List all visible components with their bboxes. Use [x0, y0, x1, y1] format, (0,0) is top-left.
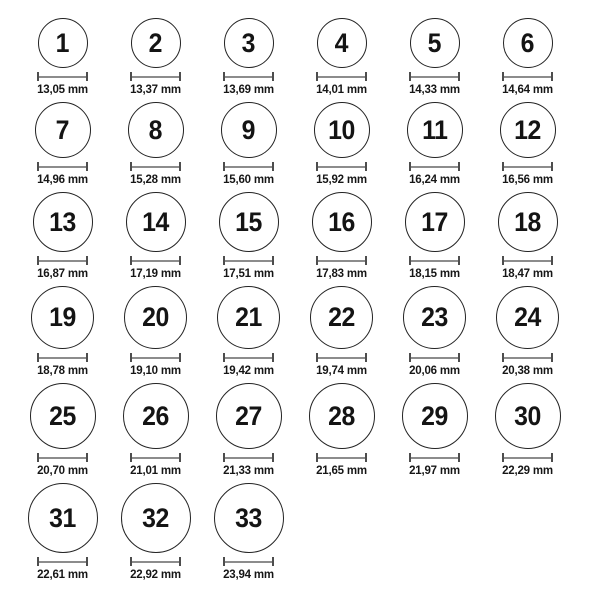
ruler-line [132, 260, 179, 262]
ring-size-cell [388, 18, 481, 97]
ring-size-number: 30 [514, 400, 541, 431]
ring-size-number: 17 [421, 206, 448, 237]
ring-circle-icon [221, 102, 277, 158]
ring-circle-icon [124, 286, 187, 349]
ruler-line [132, 76, 179, 78]
ring-size-number: 16 [328, 206, 355, 237]
diameter-ruler-icon [409, 453, 460, 462]
ruler-line [504, 357, 551, 359]
ring-circle-icon [121, 483, 191, 553]
ruler-line [411, 457, 458, 459]
ring-size-cell [481, 18, 574, 97]
diameter-label: 18,47 mm [502, 268, 553, 280]
ring-circle-icon [403, 286, 466, 349]
ring-size-row [16, 192, 600, 281]
ring-size-number: 19 [49, 302, 76, 332]
ring-size-number: 9 [241, 114, 256, 145]
ruler-line [318, 457, 365, 459]
diameter-label: 19,42 mm [223, 365, 274, 377]
ring-size-cell [109, 286, 202, 378]
ring-circle-icon [407, 102, 463, 158]
ruler-line [411, 166, 458, 168]
ruler-line [318, 357, 365, 359]
diameter-ruler-icon [409, 72, 460, 81]
diameter-label: 14,01 mm [316, 84, 367, 96]
ruler-line [39, 357, 86, 359]
ring-circle-icon [498, 192, 558, 252]
ring-size-cell [109, 383, 202, 478]
ring-circle-icon [410, 18, 460, 68]
ring-circle-icon [28, 483, 98, 553]
diameter-label: 21,33 mm [223, 465, 274, 477]
ring-size-number: 31 [49, 502, 76, 533]
diameter-ruler-icon [130, 353, 181, 362]
ring-size-number: 5 [427, 27, 442, 58]
ring-size-number: 22 [328, 302, 355, 332]
diameter-label: 17,83 mm [316, 268, 367, 280]
ring-size-row [16, 383, 600, 478]
ruler-line [225, 357, 272, 359]
diameter-ruler-icon [223, 453, 274, 462]
ring-size-number: 21 [235, 302, 262, 332]
diameter-ruler-icon [316, 453, 367, 462]
diameter-label: 15,60 mm [223, 174, 274, 186]
diameter-label: 14,33 mm [409, 84, 460, 96]
ruler-line [132, 457, 179, 459]
diameter-ruler-icon [223, 353, 274, 362]
diameter-label: 15,92 mm [316, 174, 367, 186]
ruler-line [225, 166, 272, 168]
diameter-ruler-icon [316, 162, 367, 171]
diameter-ruler-icon [409, 256, 460, 265]
diameter-label: 17,51 mm [223, 268, 274, 280]
ruler-line [225, 76, 272, 78]
ring-size-number: 2 [148, 27, 163, 58]
diameter-ruler-icon [37, 557, 88, 566]
ring-size-row [16, 18, 600, 97]
diameter-label: 21,97 mm [409, 465, 460, 477]
ring-size-number: 20 [142, 302, 169, 332]
ring-circle-icon [214, 483, 284, 553]
ring-size-cell [295, 383, 388, 478]
ring-size-cell [202, 383, 295, 478]
ring-circle-icon [224, 18, 274, 68]
ring-size-number: 13 [49, 206, 76, 237]
diameter-ruler-icon [223, 162, 274, 171]
ring-size-cell [388, 102, 481, 187]
ring-size-number: 12 [514, 114, 541, 145]
diameter-label: 17,19 mm [130, 268, 181, 280]
ruler-line [504, 76, 551, 78]
ring-circle-icon [38, 18, 88, 68]
ring-size-cell [481, 383, 574, 478]
ring-size-cell [481, 286, 574, 378]
ring-circle-icon [35, 102, 91, 158]
diameter-label: 18,15 mm [409, 268, 460, 280]
ring-circle-icon [500, 102, 556, 158]
ring-circle-icon [495, 383, 561, 449]
ring-size-cell [202, 483, 295, 582]
ring-size-cell [295, 192, 388, 281]
ring-size-row [16, 483, 600, 582]
diameter-ruler-icon [502, 453, 553, 462]
diameter-label: 14,96 mm [37, 174, 88, 186]
ruler-line [411, 357, 458, 359]
ring-size-number: 18 [514, 206, 541, 237]
ring-size-number: 23 [421, 302, 448, 332]
ring-circle-icon [310, 286, 373, 349]
ruler-line [39, 561, 86, 563]
ring-size-number: 29 [421, 400, 448, 431]
diameter-label: 20,06 mm [409, 365, 460, 377]
diameter-label: 13,37 mm [130, 84, 181, 96]
ruler-line [225, 561, 272, 563]
ring-circle-icon [496, 286, 559, 349]
ring-size-cell [202, 192, 295, 281]
ring-size-number: 32 [142, 502, 169, 533]
ring-circle-icon [405, 192, 465, 252]
ring-size-cell [202, 18, 295, 97]
ring-size-cell [16, 18, 109, 97]
diameter-ruler-icon [37, 162, 88, 171]
ring-size-cell [202, 102, 295, 187]
diameter-ruler-icon [130, 557, 181, 566]
diameter-label: 20,38 mm [502, 365, 553, 377]
ring-size-cell [388, 192, 481, 281]
ruler-line [132, 357, 179, 359]
ruler-line [225, 260, 272, 262]
diameter-label: 19,74 mm [316, 365, 367, 377]
ring-size-number: 4 [334, 27, 349, 58]
diameter-ruler-icon [223, 256, 274, 265]
diameter-ruler-icon [502, 162, 553, 171]
ring-size-cell [295, 102, 388, 187]
ring-circle-icon [216, 383, 282, 449]
ring-size-number: 3 [241, 27, 256, 58]
ring-size-row [16, 286, 600, 378]
diameter-ruler-icon [502, 256, 553, 265]
ring-size-cell [16, 286, 109, 378]
diameter-ruler-icon [130, 162, 181, 171]
ring-circle-icon [30, 383, 96, 449]
ring-size-cell [109, 483, 202, 582]
ring-size-number: 8 [148, 114, 163, 145]
ruler-line [39, 457, 86, 459]
ring-size-cell [388, 286, 481, 378]
ring-size-cell [481, 102, 574, 187]
ring-size-number: 25 [49, 400, 76, 431]
ring-circle-icon [314, 102, 370, 158]
diameter-label: 22,29 mm [502, 465, 553, 477]
ring-size-number: 15 [235, 206, 262, 237]
diameter-label: 19,10 mm [130, 365, 181, 377]
ring-circle-icon [503, 18, 553, 68]
ruler-line [318, 166, 365, 168]
diameter-ruler-icon [130, 256, 181, 265]
diameter-ruler-icon [37, 353, 88, 362]
ring-size-cell [16, 483, 109, 582]
ring-circle-icon [219, 192, 279, 252]
diameter-label: 16,87 mm [37, 268, 88, 280]
ring-size-cell [388, 383, 481, 478]
ring-size-cell [16, 102, 109, 187]
ring-circle-icon [402, 383, 468, 449]
ring-circle-icon [317, 18, 367, 68]
ring-size-cell [109, 192, 202, 281]
ruler-line [132, 561, 179, 563]
ring-circle-icon [31, 286, 94, 349]
ring-size-cell [109, 18, 202, 97]
diameter-label: 22,61 mm [37, 569, 88, 581]
ring-size-number: 1 [55, 27, 70, 58]
ruler-line [411, 76, 458, 78]
diameter-label: 22,92 mm [130, 569, 181, 581]
diameter-ruler-icon [223, 72, 274, 81]
diameter-ruler-icon [37, 72, 88, 81]
diameter-label: 20,70 mm [37, 465, 88, 477]
diameter-label: 16,24 mm [409, 174, 460, 186]
diameter-label: 13,05 mm [37, 84, 88, 96]
ring-size-number: 28 [328, 400, 355, 431]
diameter-ruler-icon [223, 557, 274, 566]
diameter-label: 14,64 mm [502, 84, 553, 96]
ring-circle-icon [123, 383, 189, 449]
ring-circle-icon [128, 102, 184, 158]
diameter-label: 21,65 mm [316, 465, 367, 477]
diameter-label: 18,78 mm [37, 365, 88, 377]
ring-size-cell [295, 286, 388, 378]
diameter-label: 21,01 mm [130, 465, 181, 477]
ruler-line [39, 76, 86, 78]
ring-size-row [16, 102, 600, 187]
ring-size-cell [16, 192, 109, 281]
ruler-line [504, 457, 551, 459]
ruler-line [504, 260, 551, 262]
ring-size-number: 14 [142, 206, 169, 237]
diameter-ruler-icon [316, 353, 367, 362]
ring-size-number: 6 [520, 27, 535, 58]
diameter-ruler-icon [409, 353, 460, 362]
ring-size-number: 10 [328, 114, 355, 145]
diameter-ruler-icon [502, 353, 553, 362]
ruler-line [318, 76, 365, 78]
diameter-ruler-icon [502, 72, 553, 81]
ruler-line [39, 260, 86, 262]
ruler-line [504, 166, 551, 168]
ruler-line [132, 166, 179, 168]
ruler-line [39, 166, 86, 168]
ring-circle-icon [33, 192, 93, 252]
ring-size-cell [16, 383, 109, 478]
diameter-ruler-icon [37, 453, 88, 462]
ruler-line [225, 457, 272, 459]
ring-circle-icon [217, 286, 280, 349]
diameter-ruler-icon [130, 72, 181, 81]
ring-size-number: 7 [55, 114, 70, 145]
ring-circle-icon [309, 383, 375, 449]
diameter-ruler-icon [409, 162, 460, 171]
ring-size-number: 11 [421, 114, 448, 145]
ring-size-cell [481, 192, 574, 281]
ring-size-cell [295, 18, 388, 97]
ring-size-number: 27 [235, 400, 262, 431]
diameter-label: 16,56 mm [502, 174, 553, 186]
ring-circle-icon [312, 192, 372, 252]
ring-circle-icon [126, 192, 186, 252]
ring-size-number: 26 [142, 400, 169, 431]
diameter-ruler-icon [130, 453, 181, 462]
diameter-label: 13,69 mm [223, 84, 274, 96]
ring-size-number: 33 [235, 502, 262, 533]
diameter-label: 23,94 mm [223, 569, 274, 581]
diameter-label: 15,28 mm [130, 174, 181, 186]
ruler-line [318, 260, 365, 262]
ring-size-cell [109, 102, 202, 187]
diameter-ruler-icon [316, 256, 367, 265]
diameter-ruler-icon [37, 256, 88, 265]
ring-size-cell [202, 286, 295, 378]
ruler-line [411, 260, 458, 262]
ring-size-number: 24 [514, 302, 541, 332]
diameter-ruler-icon [316, 72, 367, 81]
ring-circle-icon [131, 18, 181, 68]
